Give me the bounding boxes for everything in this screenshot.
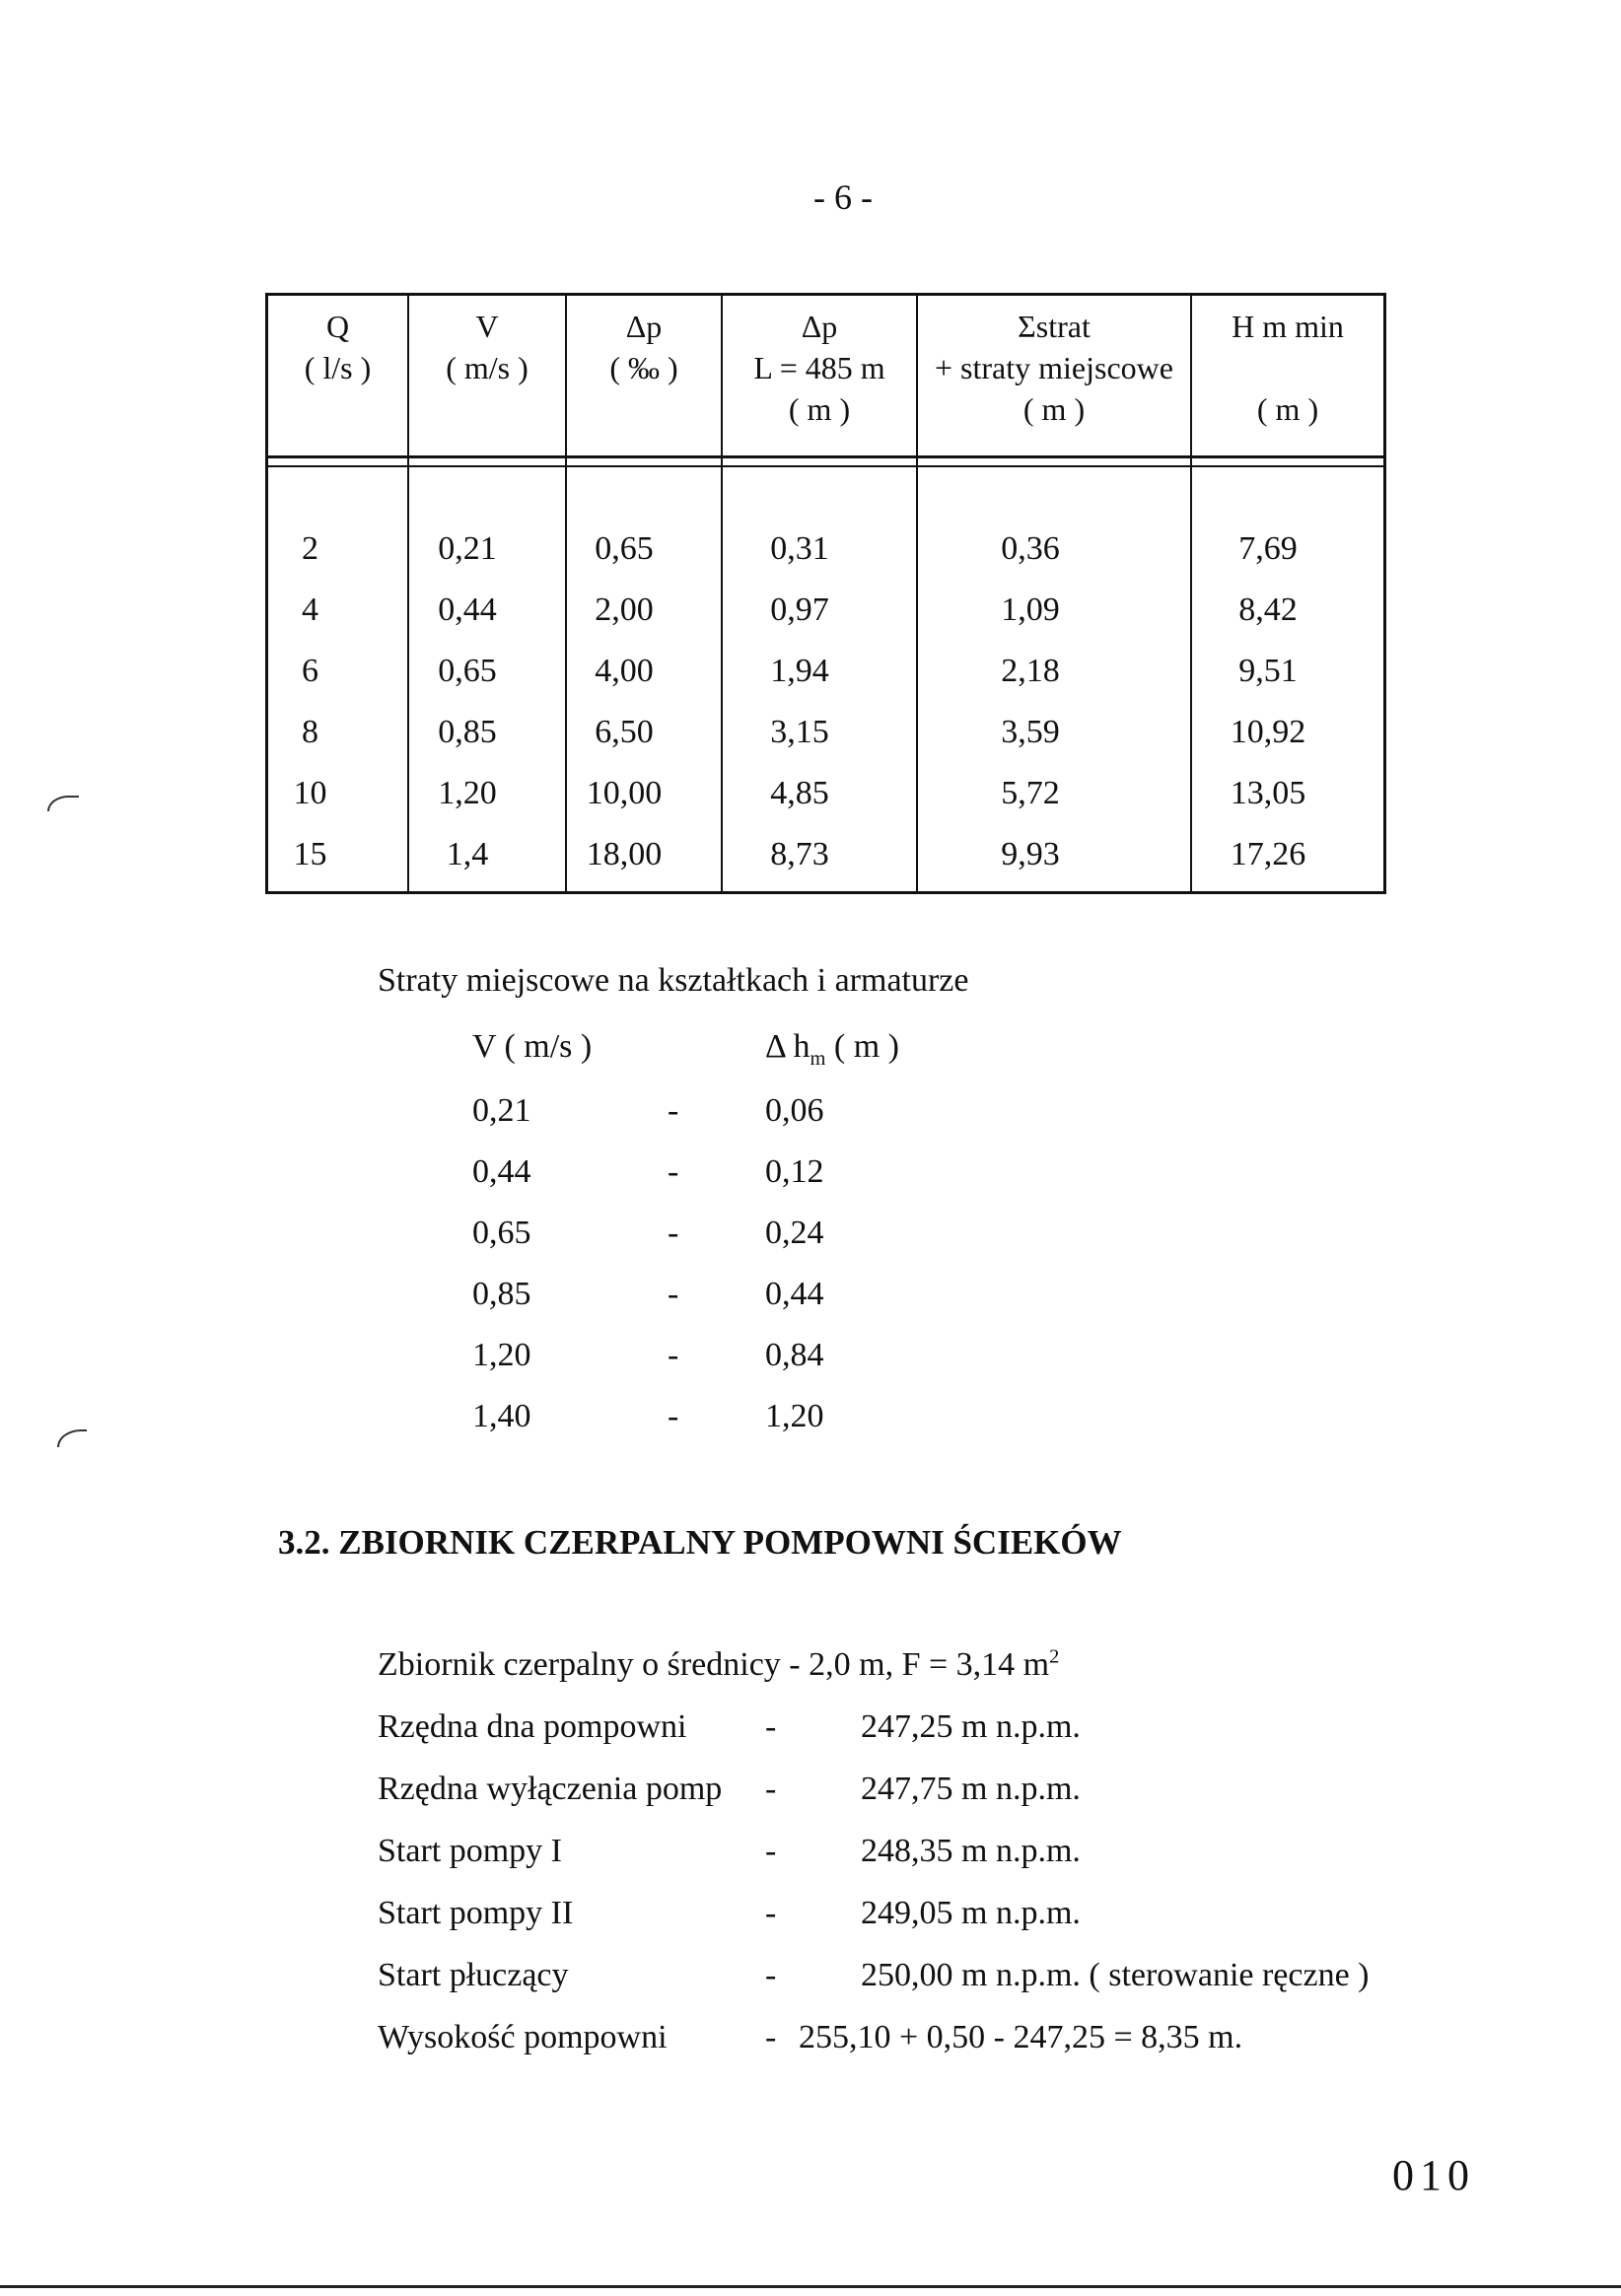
tank-parameters xyxy=(378,1710,1462,2105)
table-cell: 0,85 xyxy=(438,714,497,750)
table-cell: 17,26 xyxy=(1230,836,1306,872)
header-dp-length: Δp L = 485 m ( m ) xyxy=(753,309,885,427)
dash-separator: - xyxy=(668,1337,679,1373)
param-label: Start płuczący xyxy=(378,1957,569,1993)
header-q: Q ( l/s ) xyxy=(304,309,372,385)
table-cell: 10,00 xyxy=(586,775,663,811)
losses-v-value: 1,40 xyxy=(472,1398,531,1434)
table-cell: 9,93 xyxy=(1001,836,1060,872)
header-h-min: H m min ( m ) xyxy=(1232,309,1344,427)
dash-separator: - xyxy=(765,1833,777,1869)
param-value: 250,00 m n.p.m. ( sterowanie ręczne ) xyxy=(861,1957,1370,1993)
table-cell: 0,65 xyxy=(438,653,497,689)
table-cell: 4,00 xyxy=(595,653,654,689)
losses-h-value: 1,20 xyxy=(765,1398,824,1434)
dash-separator: - xyxy=(668,1092,679,1129)
param-label: Rzędna dna pompowni xyxy=(378,1708,687,1745)
table-cell: 4,85 xyxy=(770,775,829,811)
losses-h-value: 0,84 xyxy=(765,1337,824,1373)
losses-v-value: 0,44 xyxy=(472,1153,531,1190)
header-sum-losses: Σstrat + straty miejscowe ( m ) xyxy=(935,309,1173,427)
param-value: 255,10 + 0,50 - 247,25 = 8,35 m. xyxy=(799,2019,1243,2055)
param-value: 249,05 m n.p.m. xyxy=(861,1895,1081,1931)
table-cell: 6,50 xyxy=(595,714,654,750)
losses-v-value: 1,20 xyxy=(472,1337,531,1373)
table-cell: 1,20 xyxy=(438,775,497,811)
dash-separator: - xyxy=(765,1771,777,1807)
param-label: Start pompy I xyxy=(378,1833,562,1869)
losses-h-value: 0,24 xyxy=(765,1215,824,1251)
dash-separator: - xyxy=(668,1215,679,1251)
hydraulic-table xyxy=(265,293,1386,894)
dash-separator: - xyxy=(668,1398,679,1434)
table-cell: 3,15 xyxy=(770,714,829,750)
dash-separator: - xyxy=(668,1276,679,1312)
table-cell: 1,4 xyxy=(446,836,489,872)
table-cell: 10,92 xyxy=(1230,714,1306,750)
table-cell: 7,69 xyxy=(1238,530,1298,567)
scan-mark xyxy=(47,796,79,811)
losses-v-value: 0,65 xyxy=(472,1215,531,1251)
scan-mark xyxy=(57,1429,87,1447)
header-dp-permille: Δp ( ‰ ) xyxy=(609,309,678,385)
table-cell: 2,00 xyxy=(595,591,654,628)
page-number: - 6 - xyxy=(813,177,873,217)
table-cell: 0,21 xyxy=(438,530,497,567)
tank-diameter-line: Zbiornik czerpalny o średnicy - 2,0 m, F = 3,14 $m^2$ xyxy=(378,1645,1060,1683)
table-cell: 13,05 xyxy=(1230,775,1306,811)
local-losses-list xyxy=(472,1094,965,1469)
param-value: 247,75 m n.p.m. xyxy=(861,1771,1081,1807)
dash-separator: - xyxy=(765,1895,777,1931)
table-cell: 0,31 xyxy=(770,530,829,567)
table-cell: 18,00 xyxy=(586,836,663,872)
table-cell: 0,97 xyxy=(770,591,829,628)
table-cell: 8 xyxy=(302,714,318,750)
local-losses-col-v: V ( m/s ) xyxy=(472,1028,593,1065)
header-v: V ( m/s ) xyxy=(446,309,529,385)
table-cell: 9,51 xyxy=(1238,653,1298,689)
table-cell: 4 xyxy=(302,591,318,628)
local-losses-title: Straty miejscowe na kształtkach i armaturze xyxy=(378,962,969,999)
table-cell: 0,44 xyxy=(438,591,497,628)
table-cell: 15 xyxy=(293,836,327,872)
table-cell: 6 xyxy=(302,653,318,689)
losses-v-value: 0,21 xyxy=(472,1092,531,1129)
local-losses-col-h: Δ $h_m$ ( m ) xyxy=(765,1028,899,1070)
param-label: Rzędna wyłączenia pomp xyxy=(378,1771,723,1807)
param-value: 247,25 m n.p.m. xyxy=(861,1708,1081,1745)
table-cell: 0,36 xyxy=(1001,530,1060,567)
param-label: Start pompy II xyxy=(378,1895,574,1931)
table-cell: 2 xyxy=(302,530,318,567)
bottom-rule xyxy=(0,2285,1621,2288)
table-cell: 1,94 xyxy=(770,653,829,689)
param-label: Wysokość pompowni xyxy=(378,2019,668,2055)
table-cell: 3,59 xyxy=(1001,714,1060,750)
dash-separator: - xyxy=(668,1153,679,1190)
losses-h-value: 0,12 xyxy=(765,1153,824,1190)
dash-separator: - xyxy=(765,1957,777,1993)
section-heading: 3.2. ZBIORNIK CZERPALNY POMPOWNI ŚCIEKÓW xyxy=(278,1523,1122,1562)
param-value: 248,35 m n.p.m. xyxy=(861,1833,1081,1869)
dash-separator: - xyxy=(765,1708,777,1745)
losses-v-value: 0,85 xyxy=(472,1276,531,1312)
dash-separator: - xyxy=(765,2019,777,2055)
table-cell: 8,42 xyxy=(1238,591,1298,628)
page-stamp: 010 xyxy=(1392,2151,1475,2199)
table-cell: 1,09 xyxy=(1001,591,1060,628)
table-cell: 5,72 xyxy=(1001,775,1060,811)
table-cell: 0,65 xyxy=(595,530,654,567)
losses-h-value: 0,44 xyxy=(765,1276,824,1312)
table-cell: 10 xyxy=(293,775,327,811)
losses-h-value: 0,06 xyxy=(765,1092,824,1129)
table-cell: 2,18 xyxy=(1001,653,1060,689)
table-cell: 8,73 xyxy=(770,836,829,872)
